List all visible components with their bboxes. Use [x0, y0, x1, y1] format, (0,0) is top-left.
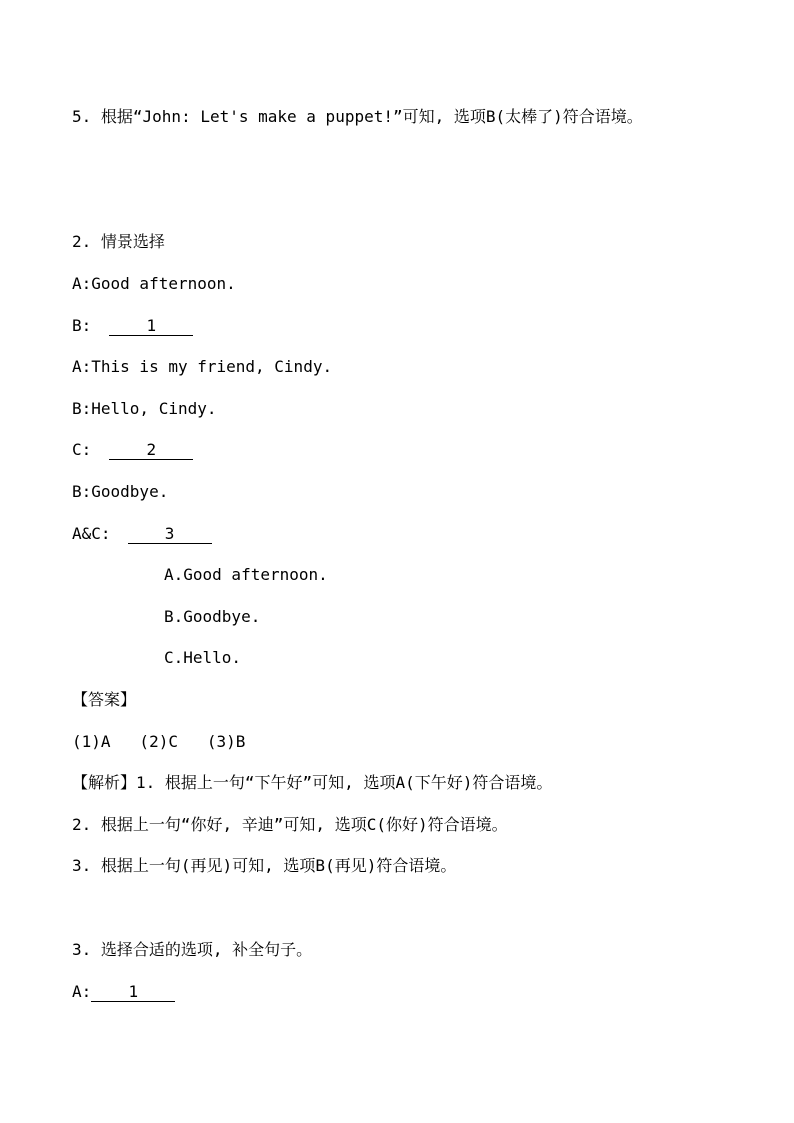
analysis-line-3: 3. 根据上一句(再见)可知, 选项B(再见)符合语境。 [72, 856, 457, 875]
analysis-label: 【解析】 [72, 773, 137, 792]
question-2-title: 2. 情景选择 [72, 232, 165, 251]
answer-label: 【答案】 [72, 690, 137, 709]
dialog-text: Hello, Cindy. [91, 399, 217, 418]
dialog-text: Goodbye. [91, 482, 169, 501]
option-a: A.Good afternoon. [164, 565, 328, 584]
analysis-text: 1. 根据上一句“下午好”可知, 选项A(下午好)符合语境。 [136, 773, 553, 792]
speaker: C: [72, 440, 92, 459]
dialog-line-b1 [72, 316, 193, 336]
dialog-line-a2 [72, 357, 332, 377]
speaker: A: [72, 357, 92, 376]
option-b: B.Goodbye. [164, 607, 261, 626]
answer-blank-1[interactable]: 1 [109, 317, 193, 336]
dialog-line-b3 [72, 482, 168, 502]
speaker: A: [72, 982, 92, 1001]
analysis-line-2: 2. 根据上一句“你好, 辛迪”可知, 选项C(你好)符合语境。 [72, 815, 508, 834]
option-c: C.Hello. [164, 648, 242, 667]
dialog-line-c1 [72, 440, 193, 460]
speaker: B: [72, 316, 92, 335]
speaker: B: [72, 399, 92, 418]
analysis-line-1 [72, 773, 552, 793]
speaker: A: [72, 274, 92, 293]
answer-list: (1)A (2)C (3)B [72, 732, 246, 751]
answer-blank-1[interactable]: 1 [91, 983, 175, 1002]
dialog-line-a1 [72, 274, 236, 294]
dialog-line-ac [72, 524, 212, 544]
speaker: A&C: [72, 524, 111, 543]
dialog-text: Good afternoon. [91, 274, 236, 293]
q1-analysis-line-5: 5. 根据“John: Let's make a puppet!”可知, 选项B(太棒了)符合语境。 [72, 107, 643, 126]
answer-blank-2[interactable]: 2 [109, 441, 193, 460]
question-3-title: 3. 选择合适的选项, 补全句子。 [72, 940, 313, 959]
dialog-line-b2 [72, 399, 217, 419]
dialog-text: This is my friend, Cindy. [91, 357, 333, 376]
q3-dialog-line-a1 [72, 982, 175, 1002]
answer-blank-3[interactable]: 3 [128, 525, 212, 544]
speaker: B: [72, 482, 92, 501]
